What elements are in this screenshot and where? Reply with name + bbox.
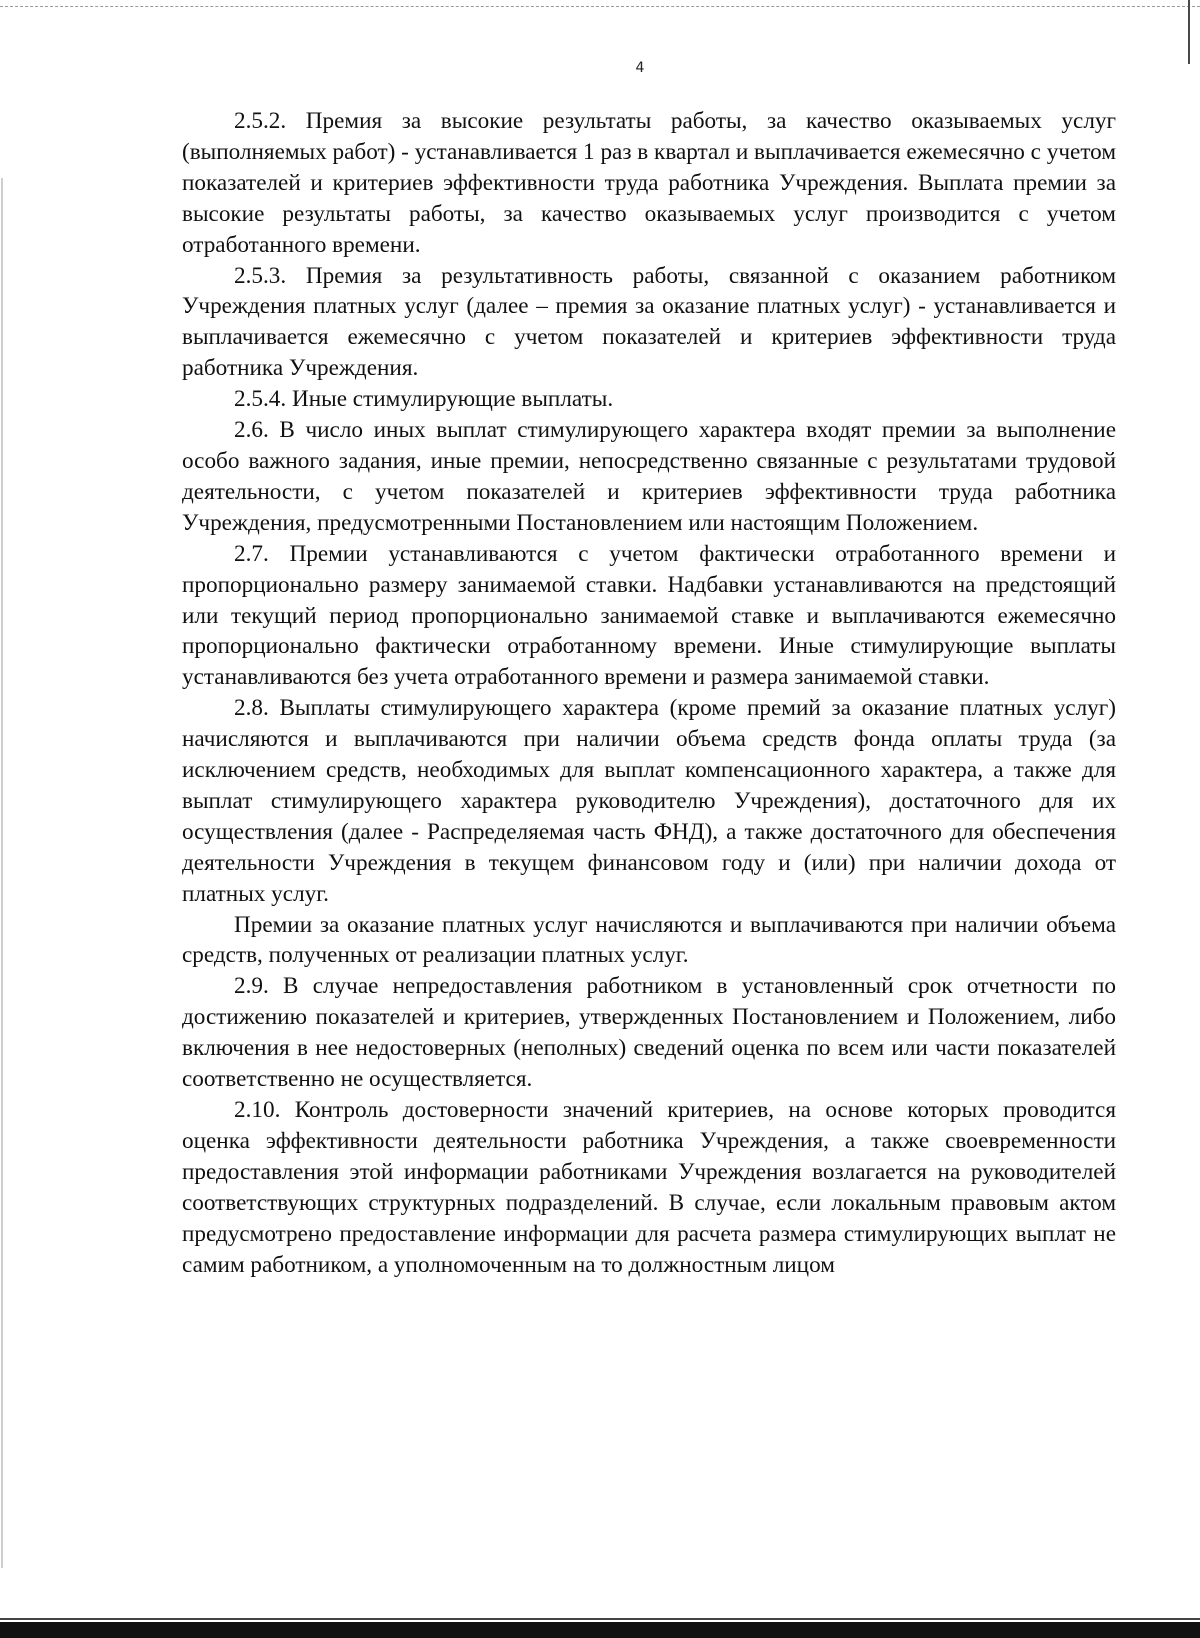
paragraph-2-5-4: 2.5.4. Иные стимулирующие выплаты.	[234, 386, 614, 413]
paragraph-2-5-3: 2.5.3. Премия за результативность работы, связанной с оказанием работником Учреждения платных услуг (далее – премия за оказание платных услуг) - устанавливается и выплачивается ежемесячно с учетом показателей и критериев эффективности труда работника Учреждения.	[182, 262, 1116, 382]
paragraph-paid-services-bonus: Премии за оказание платных услуг начисляются и выплачиваются при наличии объема средств, полученных от реализации платных услуг.	[182, 911, 1116, 969]
paragraph-2-5-2: 2.5.2. Премия за высокие результаты работы, за качество оказываемых услуг (выполняемых работ) - устанавливается 1 раз в квартал и выплачивается ежемесячно с учетом показателей и критериев эффективности труда работника Учреждения. Выплата премии за высокие результаты работы, за качество оказываемых услуг производится с учетом отработанного времени.	[182, 108, 1116, 258]
paragraph-2-9: 2.9. В случае непредоставления работником в установленный срок отчетности по достижению показателей и критериев, утвержденных Постановлением и Положением, либо включения в нее недостоверных (неполных) сведений оценка по всем или части показателей соответственно не осуществляется.	[182, 973, 1116, 1093]
scan-right-edge-mark	[1188, 0, 1190, 64]
scan-top-edge-line	[0, 6, 1200, 7]
document-body	[182, 106, 1116, 1280]
scan-bottom-edge-bar	[0, 1622, 1200, 1638]
scan-left-edge-mark	[1, 178, 3, 1568]
paragraph-2-6: 2.6. В число иных выплат стимулирующего характера входят премии за выполнение особо важного задания, иные премии, непосредственно связанные с результатами трудовой деятельности, с учетом показателей и критериев эффективности труда работника Учреждения, предусмотренными Постановлением или настоящим Положением.	[182, 417, 1116, 536]
paragraph-2-10: 2.10. Контроль достоверности значений критериев, на основе которых проводится оценка эффективности деятельности работника Учреждения, а также своевременности предоставления этой информации работниками Учреждения возлагается на руководителей соответствующих структурных подразделений. В случае, если локальным правовым актом предусмотрено предоставление информации для расчета размера стимулирующих выплат не самим работником, а уполномоченным на то должностным лицом	[182, 1097, 1116, 1278]
page-number: 4	[635, 60, 645, 76]
paragraph-2-8: 2.8. Выплаты стимулирующего характера (кроме премий за оказание платных услуг) начисляются и выплачиваются при наличии объема средств фонда оплаты труда (за исключением средств, необходимых для выплат компенсационного характера, а также для выплат стимулирующего характера руководителю Учреждения), достаточного для их осуществления (далее - Распределяемая часть ФНД), а также достаточного для обеспечения деятельности Учреждения в текущем финансовом году и (или) при наличии дохода от платных услуг.	[182, 695, 1116, 907]
paragraph-2-7: 2.7. Премии устанавливаются с учетом фактически отработанного времени и пропорционально размеру занимаемой ставки. Надбавки устанавливаются на предстоящий или текущий период пропорционально занимаемой ставке и выплачиваются ежемесячно пропорционально фактически отработанному времени. Иные стимулирующие выплаты устанавливаются без учета отработанного времени и размера занимаемой ставки.	[182, 540, 1116, 691]
